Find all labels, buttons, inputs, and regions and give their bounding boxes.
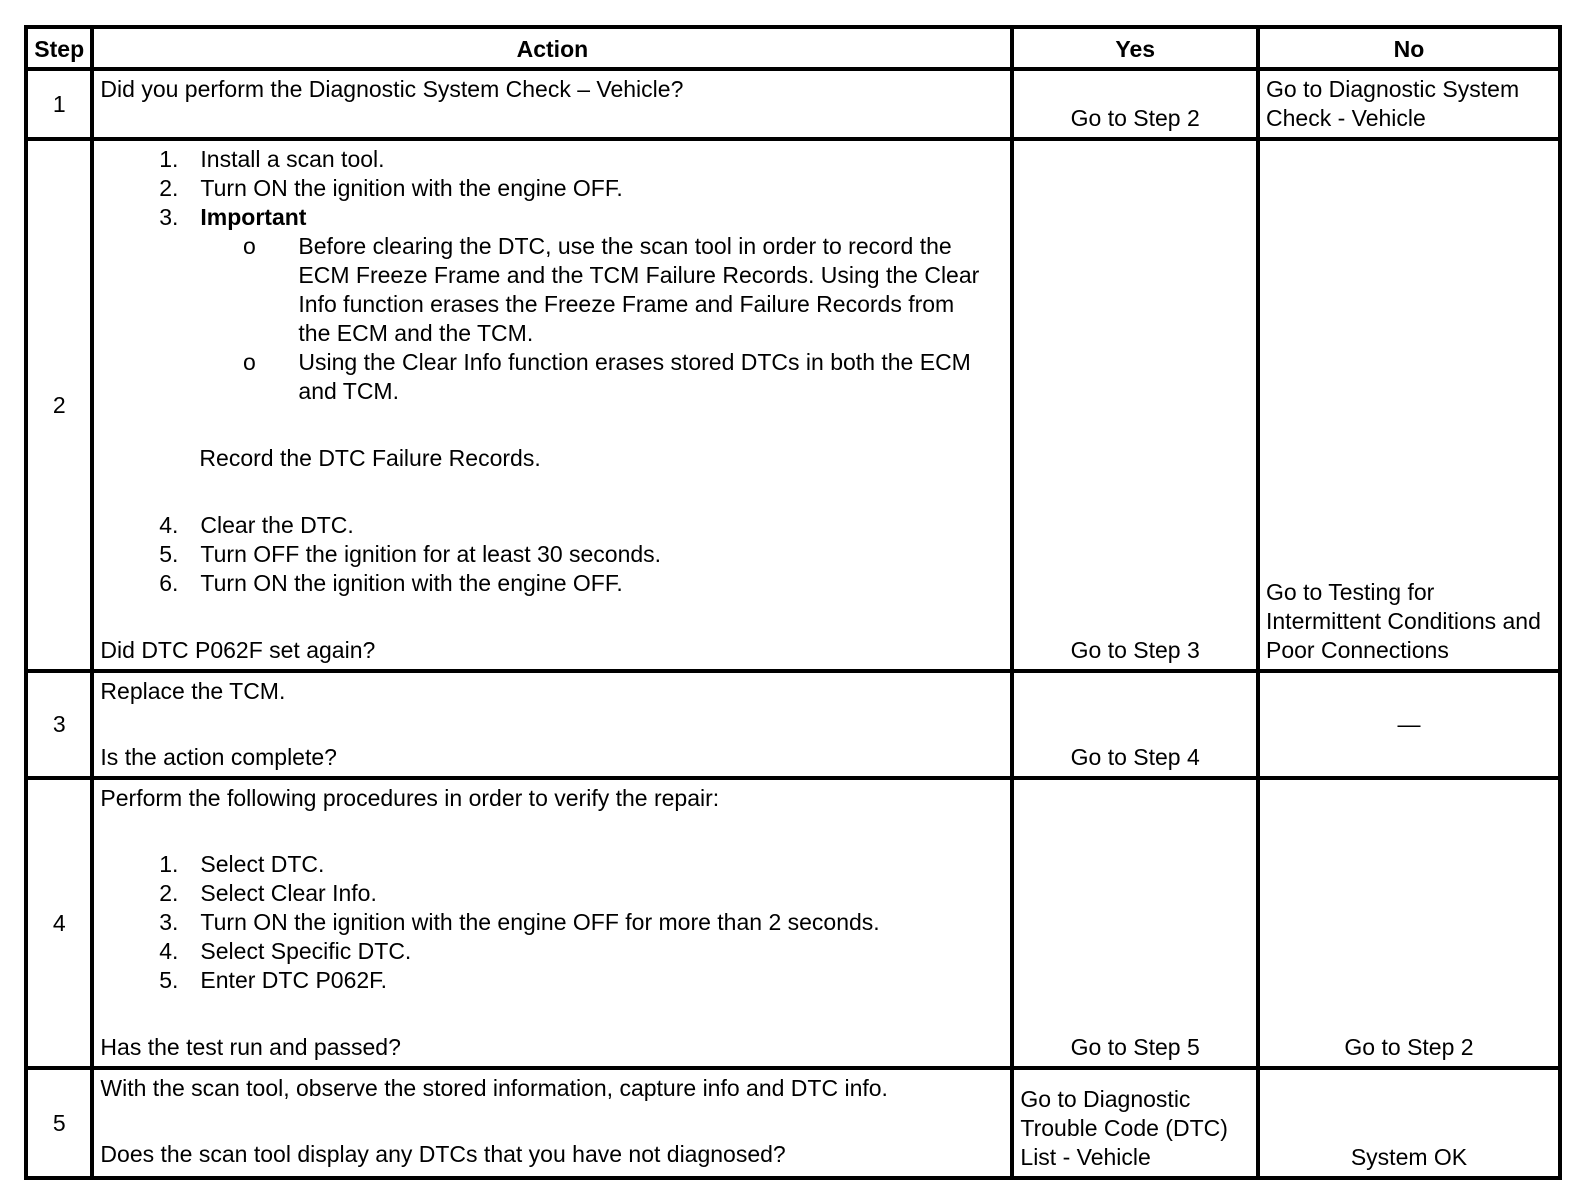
step-number: 1: [26, 69, 92, 139]
table-row-step-4: [26, 778, 1560, 1068]
list-item: 5. Turn OFF the ignition for at least 30 seconds.: [159, 541, 662, 567]
list-item: 1. Install a scan tool.: [159, 146, 385, 172]
header-no: No: [1258, 27, 1560, 69]
yes-link[interactable]: Go to Diagnostic Trouble Code (DTC) List - Vehicle: [1020, 1086, 1228, 1170]
procedure-list: [100, 511, 1004, 598]
action-question: Did DTC P062F set again?: [100, 637, 376, 663]
no-cell: [1258, 1068, 1560, 1178]
list-item: 6. Turn ON the ignition with the engine OFF.: [159, 570, 623, 596]
step-number: 4: [26, 778, 92, 1068]
list-item: 2. Select Clear Info.: [159, 880, 377, 906]
table-row-step-1: [26, 69, 1560, 139]
list-item: 1. Select DTC.: [159, 851, 325, 877]
procedure-list: [100, 850, 1004, 995]
no-cell: [1258, 778, 1560, 1068]
no-cell: [1258, 69, 1560, 139]
action-cell: [92, 69, 1012, 139]
yes-link[interactable]: Go to Step 3: [1070, 637, 1200, 663]
list-item: 4. Select Specific DTC.: [159, 938, 412, 964]
header-step: Step: [26, 27, 92, 69]
yes-cell: [1012, 778, 1258, 1068]
table-row-step-2: [26, 139, 1560, 671]
table-row-step-3: [26, 671, 1560, 778]
yes-cell: [1012, 1068, 1258, 1178]
list-item: 2. Turn ON the ignition with the engine OFF.: [159, 175, 623, 201]
diagnostic-table: [24, 25, 1562, 1180]
action-text: Replace the TCM.: [100, 678, 286, 704]
no-result: System OK: [1350, 1144, 1468, 1170]
list-item: 3. Important: [100, 203, 1004, 232]
step-number: 2: [26, 139, 92, 671]
no-link[interactable]: Go to Testing for Intermittent Conditions and Poor Connections: [1266, 579, 1541, 663]
yes-link[interactable]: Go to Step 5: [1070, 1034, 1200, 1060]
action-question: Is the action complete?: [100, 744, 337, 770]
yes-link[interactable]: Go to Step 4: [1070, 744, 1200, 770]
important-notes: [100, 232, 1004, 406]
header-yes: Yes: [1012, 27, 1258, 69]
bullet-icon: o: [243, 349, 256, 375]
action-cell: [92, 139, 1012, 671]
list-item: o Before clearing the DTC, use the scan tool in order to record the ECM Freeze Frame and the TCM Failure Records. Using the Clear Info function erases the Freeze Frame and Failure Records from the ECM and the TCM.: [100, 232, 1004, 348]
list-item: 3. Turn ON the ignition with the engine OFF for more than 2 seconds.: [159, 909, 880, 935]
action-text: Perform the following procedures in order to verify the repair:: [100, 785, 720, 811]
yes-cell: [1012, 69, 1258, 139]
yes-link[interactable]: Go to Step 2: [1070, 105, 1200, 131]
bullet-icon: o: [243, 233, 256, 259]
procedure-list: [100, 145, 1004, 232]
important-label: Important: [200, 204, 307, 230]
header-action: Action: [92, 27, 1012, 69]
list-item: o Using the Clear Info function erases stored DTCs in both the ECM and TCM.: [100, 348, 1004, 406]
record-note: Record the DTC Failure Records.: [199, 445, 541, 471]
list-item: 4. Clear the DTC.: [159, 512, 354, 538]
step-number: 5: [26, 1068, 92, 1178]
no-link[interactable]: Go to Diagnostic System Check - Vehicle: [1266, 76, 1520, 131]
no-cell: [1258, 139, 1560, 671]
list-item: 5. Enter DTC P062F.: [159, 967, 388, 993]
action-cell: [92, 671, 1012, 778]
yes-cell: [1012, 671, 1258, 778]
no-dash: —: [1397, 711, 1421, 737]
step-number: 3: [26, 671, 92, 778]
action-question: Did you perform the Diagnostic System Check – Vehicle?: [100, 76, 684, 102]
action-question: Has the test run and passed?: [100, 1034, 401, 1060]
action-question: Does the scan tool display any DTCs that you have not diagnosed?: [100, 1141, 786, 1167]
table-row-step-5: [26, 1068, 1560, 1178]
action-text: With the scan tool, observe the stored information, capture info and DTC info.: [100, 1075, 888, 1101]
header-row: [26, 27, 1560, 69]
action-cell: [92, 1068, 1012, 1178]
no-cell: [1258, 671, 1560, 778]
yes-cell: [1012, 139, 1258, 671]
action-cell: [92, 778, 1012, 1068]
no-link[interactable]: Go to Step 2: [1344, 1034, 1474, 1060]
